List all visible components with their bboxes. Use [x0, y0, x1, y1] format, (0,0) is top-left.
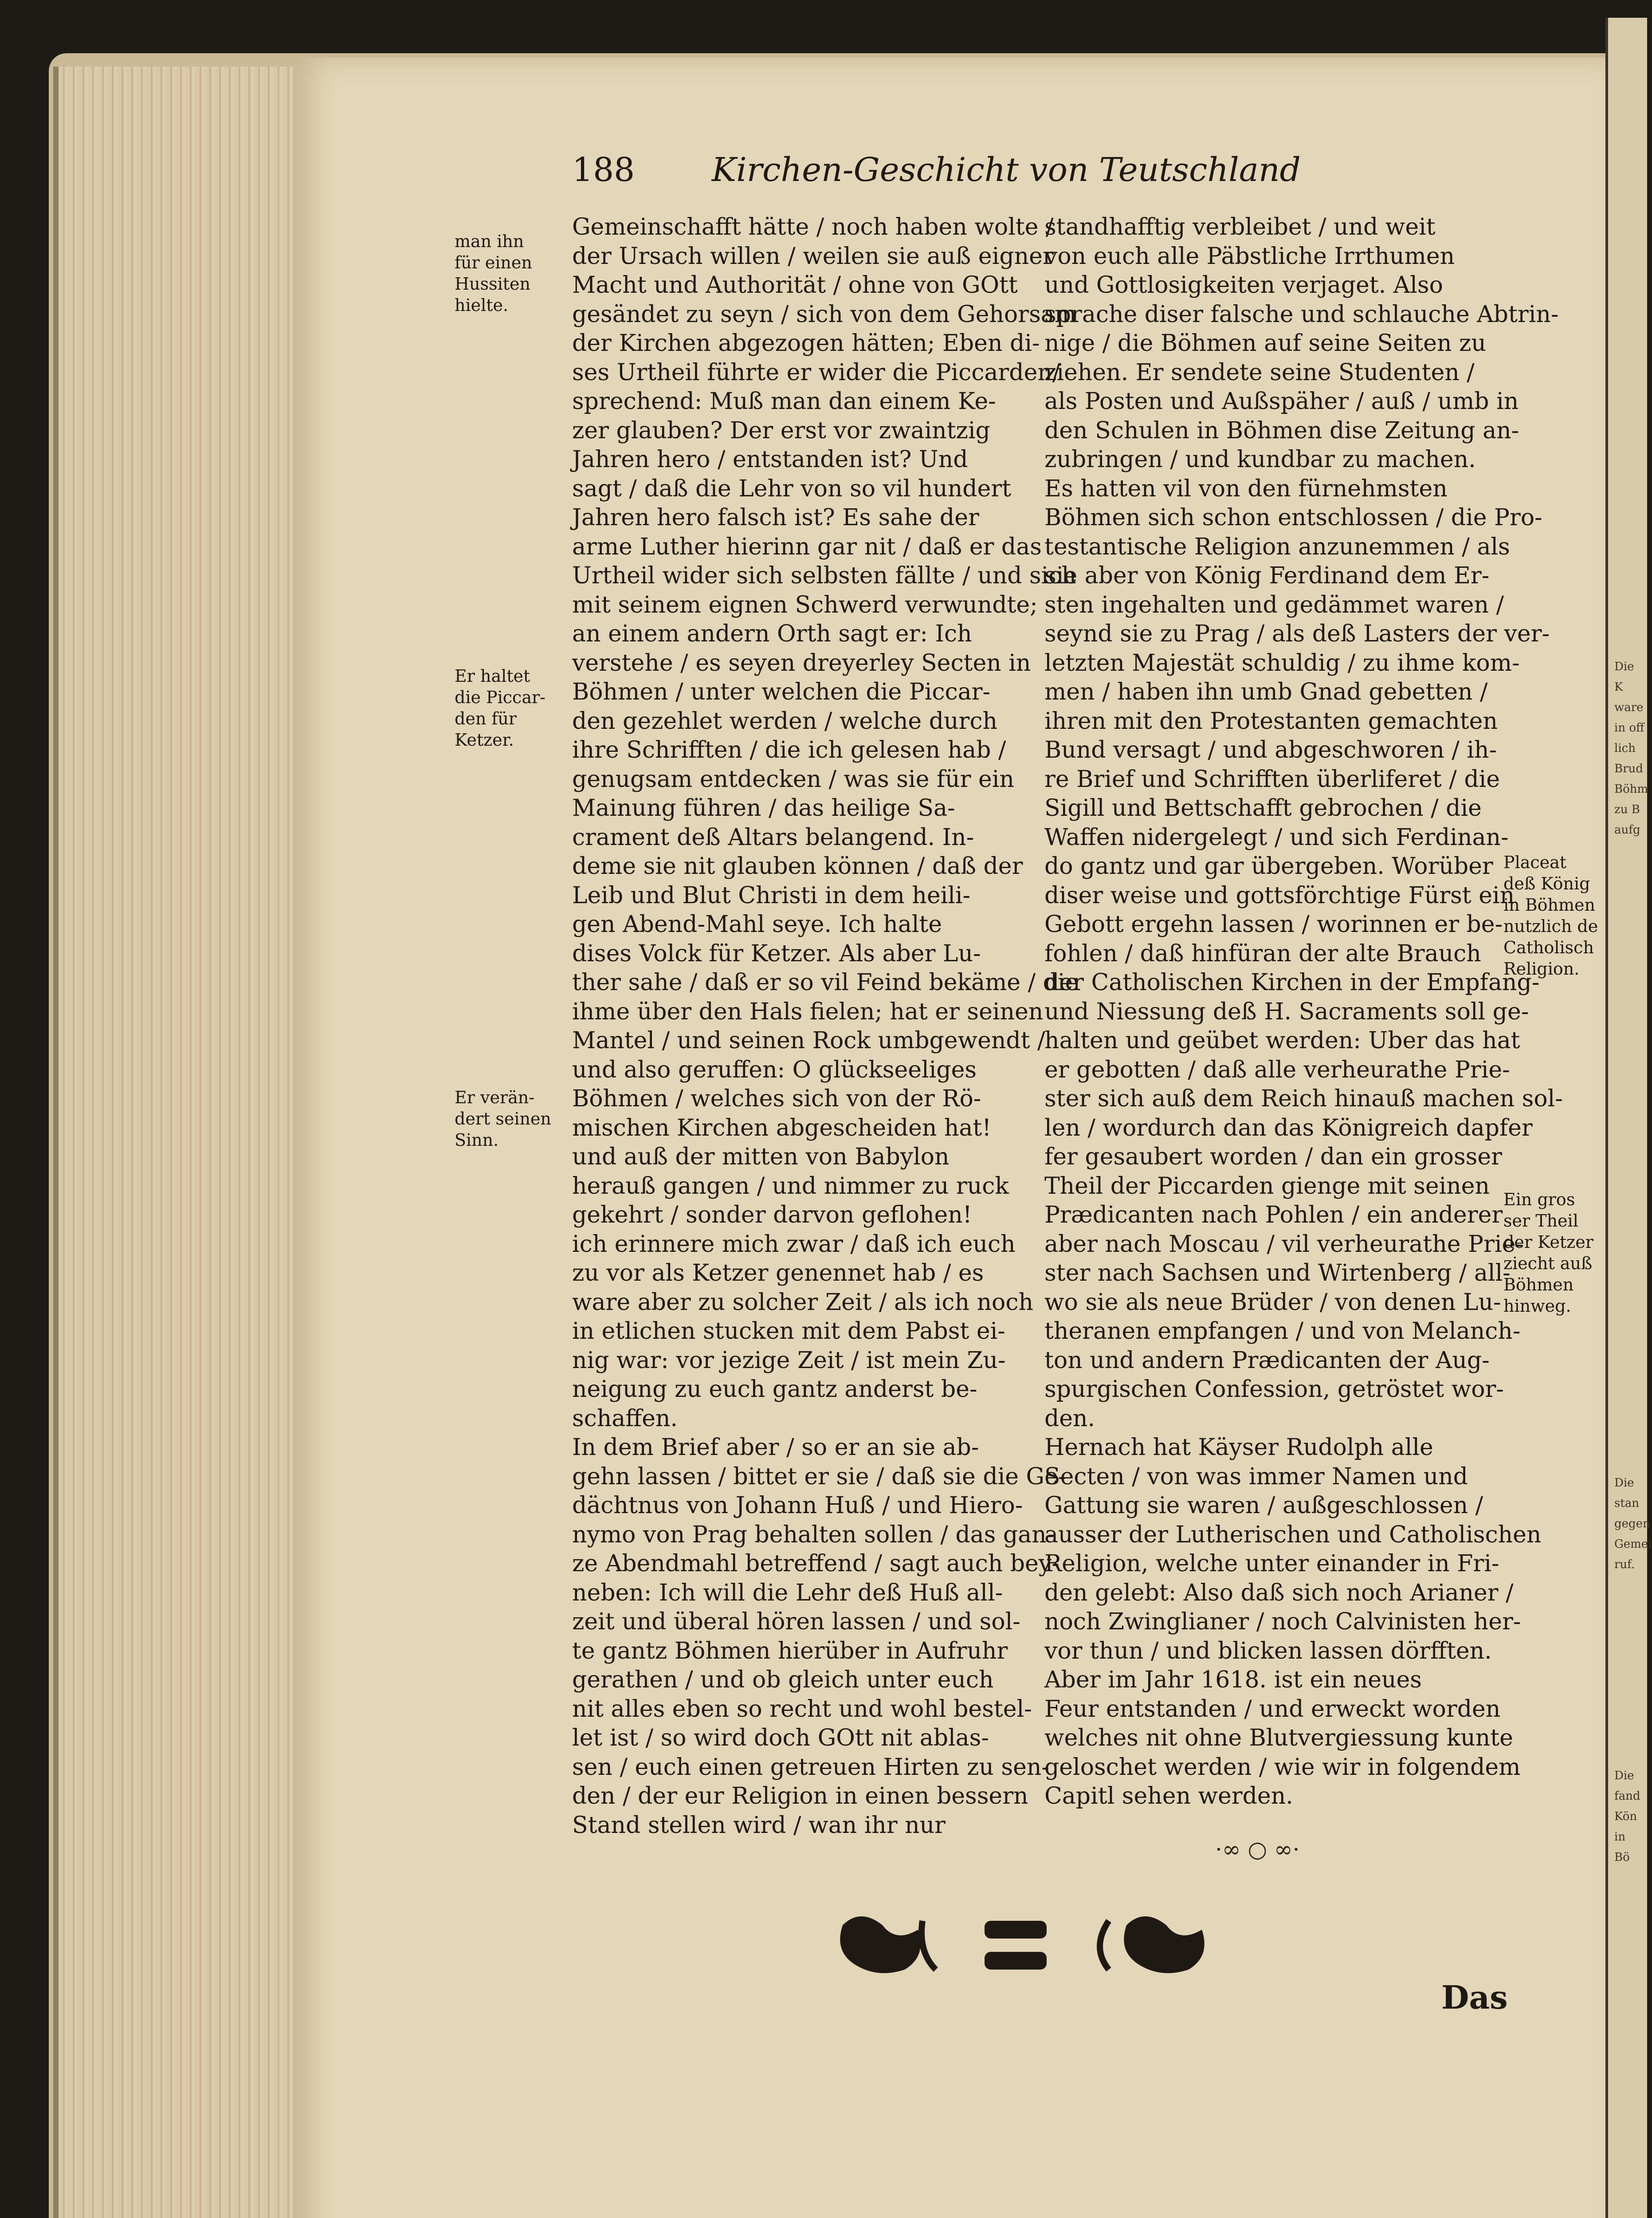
text-line: ware aber zu solcher Zeit / als ich noch [572, 1289, 1033, 1316]
text-line: nig war: vor jezige Zeit / ist mein Zu- [572, 1347, 1006, 1374]
sliver-fragment-line: Die [1614, 1769, 1634, 1782]
running-header [572, 151, 1301, 200]
text-line: men / haben ihn umb Gnad gebetten / [1044, 679, 1488, 705]
text-line: der Kirchen abgezogen hätten; Eben di- [572, 330, 1040, 357]
sliver-fragment [1614, 657, 1648, 840]
text-line: Leib und Blut Christi in dem heili- [572, 882, 971, 909]
text-line: Waffen nidergelegt / und sich Ferdinan- [1044, 824, 1509, 851]
text-line: und auß der mitten von Babylon [572, 1144, 950, 1170]
text-line: der Catholischen Kirchen in der Empfang- [1044, 969, 1540, 996]
text-line: Aber im Jahr 1618. ist ein neues [1044, 1667, 1422, 1693]
margin-note-line: deß König [1503, 874, 1590, 893]
text-line: testantische Religion anzunemmen / als [1044, 533, 1510, 560]
text-line: Prædicanten nach Pohlen / ein anderer [1044, 1202, 1503, 1228]
sliver-fragment-line: zu B [1614, 803, 1640, 816]
sliver-fragment-line: ware [1614, 701, 1644, 714]
text-line: der Ursach willen / weilen sie auß eigner [572, 243, 1054, 270]
margin-note-line: ser Theil [1503, 1211, 1578, 1231]
text-line: ziehen. Er sendete seine Studenten / [1044, 359, 1475, 386]
margin-note-line: Placeat [1503, 853, 1567, 872]
text-line: Mainung führen / das heilige Sa- [572, 795, 955, 822]
text-line: ze Abendmahl betreffend / sagt auch bey- [572, 1550, 1059, 1577]
margin-note-line: für einen [455, 253, 532, 272]
text-line: nit alles eben so recht und wohl bestel- [572, 1695, 1032, 1722]
margin-note-line: Ein gros [1503, 1190, 1575, 1209]
text-line: welches nit ohne Blutvergiessung kunte [1044, 1725, 1513, 1751]
text-line: len / wordurch dan das Königreich dapfer [1044, 1114, 1533, 1141]
text-line: den gelebt: Also daß sich noch Arianer / [1044, 1579, 1514, 1606]
text-line: nige / die Böhmen auf seine Seiten zu [1044, 330, 1486, 357]
margin-note-line: in Böhmen [1503, 895, 1595, 915]
text-line: gesändet zu seyn / sich von dem Gehorsam [572, 301, 1077, 328]
text-line: ausser der Lutherischen und Catholischen [1044, 1521, 1542, 1548]
text-line: herauß gangen / und nimmer zu ruck [572, 1172, 1009, 1199]
text-line: vor thun / und blicken lassen dörfften. [1044, 1637, 1492, 1664]
text-line: gerathen / und ob gleich unter euch [572, 1667, 994, 1693]
text-line: Sigill und Bettschafft gebrochen / die [1044, 795, 1482, 822]
text-line: nymo von Prag behalten sollen / das gan- [572, 1521, 1055, 1548]
text-line: Capitl sehen werden. [1044, 1783, 1293, 1809]
margin-note-line: Sinn. [455, 1130, 499, 1150]
text-line: sprache diser falsche und schlauche Abtrin- [1044, 301, 1559, 328]
sliver-fragment-line: Die [1614, 1476, 1634, 1490]
margin-note-line: hielte. [455, 295, 509, 315]
sliver-fragment-line: Gemei [1614, 1538, 1652, 1551]
sliver-fragment-line: lich [1614, 742, 1636, 755]
text-line: deme sie nit glauben können / daß der [572, 853, 1023, 880]
text-line: gekehrt / sonder darvon geflohen! [572, 1202, 972, 1228]
text-line: Böhmen / unter welchen die Piccar- [572, 679, 991, 705]
text-line: let ist / so wird doch GOtt nit ablas- [572, 1725, 989, 1751]
text-line: ster nach Sachsen und Wirtenberg / all- [1044, 1260, 1511, 1286]
text-line: den gezehlet werden / welche durch [572, 708, 997, 735]
text-line: ther sahe / daß er so vil Feind bekäme / die [572, 969, 1079, 996]
sliver-fragment-line: in [1614, 1830, 1626, 1844]
text-line: gen Abend-Mahl seye. Ich halte [572, 911, 942, 938]
text-line: fer gesaubert worden / dan ein grosser [1044, 1144, 1502, 1170]
text-line: ihren mit den Protestanten gemachten [1044, 708, 1498, 735]
text-line: gehn lassen / bittet er sie / daß sie die Ge- [572, 1463, 1066, 1490]
sliver-fragment-line: fand [1614, 1789, 1640, 1803]
text-line: Macht und Authorität / ohne von GOtt [572, 272, 1018, 299]
text-line: und Gottlosigkeiten verjaget. Also [1044, 272, 1443, 299]
text-line: mit seinem eignen Schwerd verwundte; [572, 591, 1038, 618]
text-line: zubringen / und kundbar zu machen. [1044, 446, 1476, 473]
text-line: mischen Kirchen abgescheiden hat! [572, 1114, 992, 1141]
margin-note-line: ziecht auß [1503, 1254, 1593, 1273]
text-line: Urtheil wider sich selbsten fällte / und sich [572, 562, 1076, 589]
text-line: Gebott ergehn lassen / worinnen er be- [1044, 911, 1503, 938]
sliver-fragment-line: Die K [1614, 660, 1634, 694]
text-line: ton und andern Prædicanten der Aug- [1044, 1347, 1490, 1374]
text-line: Religion, welche unter einander in Fri- [1044, 1550, 1499, 1577]
margin-note [455, 665, 545, 751]
text-line: als Posten und Außspäher / auß / umb in [1044, 388, 1519, 415]
margin-note-line: man ihn [455, 232, 524, 251]
margin-note [1503, 852, 1598, 979]
text-line: te gantz Böhmen hierüber in Aufruhr [572, 1637, 1008, 1664]
margin-note-line: hinweg. [1503, 1296, 1571, 1316]
text-line: ich erinnere mich zwar / daß ich euch [572, 1231, 1016, 1258]
sliver-fragment-line: stan [1614, 1497, 1640, 1510]
page-number: 188 [572, 151, 635, 189]
sliver-fragment [1614, 1473, 1652, 1575]
text-line: re Brief und Schrifften überliferet / die [1044, 766, 1500, 793]
text-line: fohlen / daß hinfüran der alte Brauch [1044, 940, 1481, 967]
text-line: dises Volck für Ketzer. Als aber Lu- [572, 940, 981, 967]
margin-note-line: Ketzer. [455, 730, 514, 750]
text-line: Stand stellen wird / wan ihr nur [572, 1812, 946, 1839]
left-text-column [572, 213, 1079, 1840]
text-line: und also geruffen: O glückseeliges [572, 1056, 977, 1083]
page-edge-stack [53, 67, 307, 2218]
text-line: Böhmen / welches sich von der Rö- [572, 1085, 981, 1112]
next-page-sliver [1605, 18, 1652, 2218]
text-line: dächtnus von Johann Huß / und Hiero- [572, 1492, 1023, 1519]
text-line: und Niessung deß H. Sacraments soll ge- [1044, 998, 1529, 1025]
text-line: ihme über den Hals fielen; hat er seinen [572, 998, 1044, 1025]
text-line: den Schulen in Böhmen dise Zeitung an- [1044, 417, 1519, 444]
text-line: ses Urtheil führte er wider die Piccarden/ [572, 359, 1060, 386]
text-line: theranen empfangen / und von Melanch- [1044, 1318, 1521, 1345]
margin-note-line: der Ketzer [1503, 1232, 1593, 1252]
text-line: zer glauben? Der erst vor zwaintzig [572, 417, 990, 444]
margin-note-line: die Piccar- [455, 688, 545, 707]
text-line: do gantz und gar übergeben. Worüber [1044, 853, 1493, 880]
sliver-fragment-line: Brud [1614, 762, 1643, 775]
text-line: Böhmen sich schon entschlossen / die Pro- [1044, 504, 1542, 531]
sliver-fragment-line: Kön [1614, 1810, 1637, 1823]
text-line: sen / euch einen getreuen Hirten zu sen- [572, 1754, 1049, 1781]
text-line: seynd sie zu Prag / als deß Lasters der ver- [1044, 621, 1550, 647]
text-line: Bund versagt / und abgeschworen / ih- [1044, 737, 1497, 763]
text-line: den / der eur Religion in einen bessern [572, 1783, 1028, 1809]
catchword: Das [1441, 1978, 1508, 2016]
text-line: von euch alle Päbstliche Irrthumen [1044, 243, 1455, 270]
margin-note-line: Er haltet [455, 666, 530, 686]
text-line: sie aber von König Ferdinand dem Er- [1044, 562, 1490, 589]
sliver-fragment-line: gegen [1614, 1517, 1650, 1530]
text-line: Gemeinschafft hätte / noch haben wolte / [572, 214, 1054, 240]
margin-note-line: Hussiten [455, 274, 530, 294]
text-line: In dem Brief aber / so er an sie ab- [572, 1434, 979, 1461]
text-line: crament deß Altars belangend. In- [572, 824, 974, 851]
text-line: Theil der Piccarden gienge mit seinen [1044, 1172, 1490, 1199]
text-line: Es hatten vil von den fürnehmsten [1044, 475, 1448, 502]
margin-note-line: Er verän- [455, 1088, 535, 1107]
text-line: sprechend: Muß man dan einem Ke- [572, 388, 996, 415]
text-line: verstehe / es seyen dreyerley Secten in [572, 649, 1031, 676]
text-line: neben: Ich will die Lehr deß Huß all- [572, 1579, 1003, 1606]
printer-fleuron-ornament [834, 1907, 1277, 1983]
margin-note [1503, 1189, 1593, 1317]
text-line: an einem andern Orth sagt er: Ich [572, 621, 972, 647]
margin-note-line: nutzlich de [1503, 916, 1598, 936]
text-line: Jahren hero / entstanden ist? Und [572, 446, 968, 473]
text-line: den. [1044, 1405, 1095, 1432]
text-line: Secten / von was immer Namen und [1044, 1463, 1468, 1490]
text-line: schaffen. [572, 1405, 678, 1432]
text-line: diser weise und gottsförchtige Fürst ein [1044, 882, 1515, 909]
text-line: letzten Majestät schuldig / zu ihme kom- [1044, 649, 1520, 676]
text-line: sten ingehalten und gedämmet waren / [1044, 591, 1504, 618]
text-line: in etlichen stucken mit dem Pabst ei- [572, 1318, 1005, 1345]
margin-note-line: Religion. [1503, 959, 1580, 979]
sliver-fragment-line: Böhm [1614, 783, 1648, 796]
sliver-fragment-line: ruf. [1614, 1558, 1635, 1571]
text-line: Mantel / und seinen Rock umbgewendt / [572, 1027, 1045, 1054]
sliver-fragment-line: in off [1614, 721, 1644, 735]
margin-note [455, 231, 532, 316]
text-line: zeit und überal hören lassen / und sol- [572, 1608, 1020, 1635]
margin-note-line: Catholisch [1503, 938, 1594, 957]
text-line: noch Zwinglianer / noch Calvinisten her- [1044, 1608, 1521, 1635]
margin-note-line: dert seinen [455, 1109, 551, 1129]
text-line: ihre Schrifften / die ich gelesen hab / [572, 737, 1006, 763]
text-line: Jahren hero falsch ist? Es sahe der [572, 504, 979, 531]
sliver-fragment-line: aufg [1614, 823, 1640, 837]
text-line: arme Luther hierinn gar nit / daß er das [572, 533, 1042, 560]
text-line: neigung zu euch gantz anderst be- [572, 1376, 977, 1403]
text-line: ster sich auß dem Reich hinauß machen sol- [1044, 1085, 1563, 1112]
text-line: genugsam entdecken / was sie für ein [572, 766, 1014, 793]
running-title: Kirchen-Geschicht von Teutschland [711, 151, 1301, 189]
text-line: sagt / daß die Lehr von so vil hundert [572, 475, 1012, 502]
text-line: Gattung sie waren / außgeschlossen / [1044, 1492, 1483, 1519]
text-line: wo sie als neue Brüder / von denen Lu- [1044, 1289, 1501, 1316]
margin-note [455, 1087, 551, 1151]
text-line: Hernach hat Käyser Rudolph alle [1044, 1434, 1433, 1461]
text-line: Feur entstanden / und erweckt worden [1044, 1695, 1501, 1722]
text-line: halten und geübet werden: Uber das hat [1044, 1027, 1520, 1054]
text-line: zu vor als Ketzer genennet hab / es [572, 1260, 984, 1286]
sliver-fragment-line: Bö [1614, 1851, 1630, 1864]
margin-note-line: den für [455, 709, 517, 728]
small-ornament: ·∞ ○ ∞· [1215, 1837, 1300, 1862]
margin-note-line: Böhmen [1503, 1275, 1574, 1294]
text-line: er gebotten / daß alle verheurathe Prie- [1044, 1056, 1510, 1083]
text-line: standhafftig verbleibet / und weit [1044, 214, 1436, 240]
sliver-fragment [1614, 1766, 1645, 1868]
text-line: aber nach Moscau / vil verheurathe Prie- [1044, 1231, 1523, 1258]
text-line: geloschet werden / wie wir in folgendem [1044, 1754, 1521, 1781]
text-line: spurgischen Confession, getröstet wor- [1044, 1376, 1504, 1403]
